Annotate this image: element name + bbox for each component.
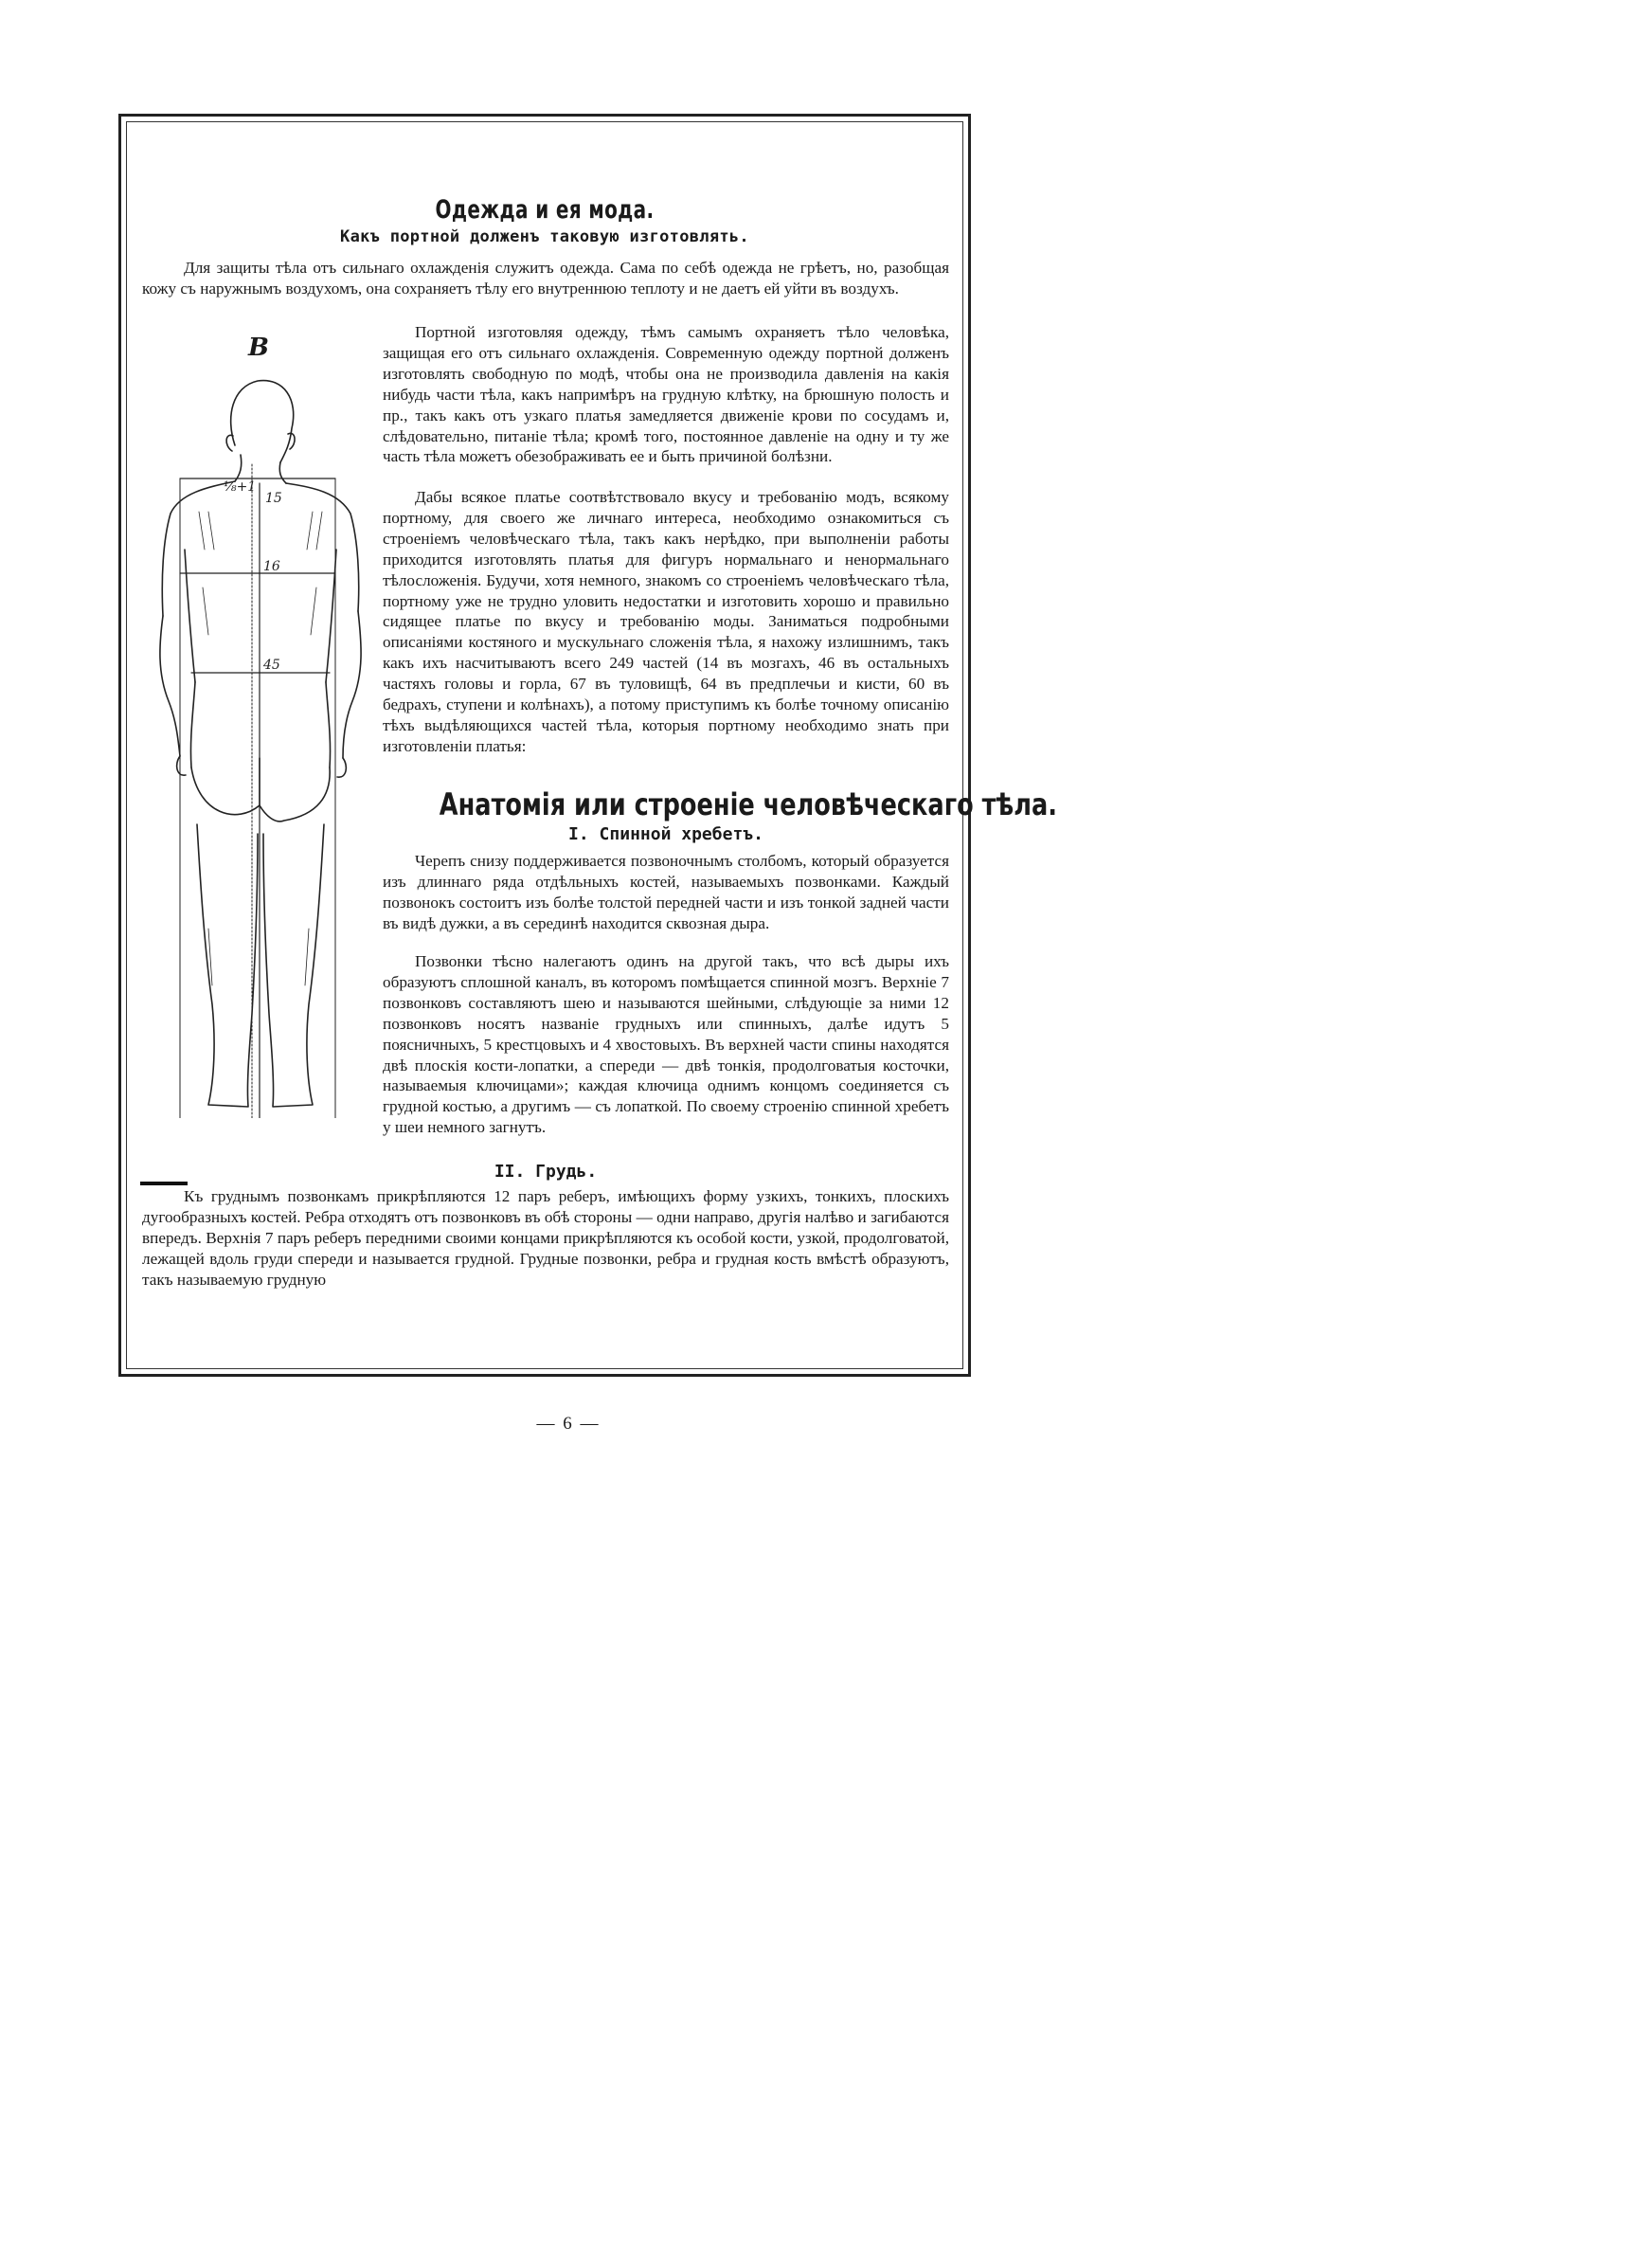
- figure-letter: B: [248, 334, 269, 362]
- section1-paragraph-1: Черепъ снизу поддерживается позвоночнымъ столбомъ, который образуется изъ длиннаго ряда отдѣльныхъ костей, называемыхъ позвонками. Каждый позвонокъ состоитъ изъ болѣе толстой передней части и изъ тонкой задней части въ видѣ дужки, а въ серединѣ находится сквозная дыра.: [383, 852, 949, 932]
- page-title: Одежда и ея мода.: [435, 195, 655, 225]
- section1-paragraph-2: Позвонки тѣсно налегаютъ одинъ на другой такъ, что всѣ дыры ихъ образуютъ сплошной каналъ, въ которомъ помѣщается спинной мозгъ. Верхніе 7 позвонковъ составляютъ шею и называются шейными, слѣдующіе за ними 12 позвонковъ носятъ названіе грудныхъ или спинныхъ, далѣе идутъ 5 поясничныхъ, 5 крестцовыхъ и 4 хвостовыхъ. Въ верхней части спины находятся двѣ плоскія кости-лопатки, а спереди — двѣ тонкія, продолговатыя косточки, называемыя ключицами»; каждая ключица однимъ концомъ соединяется съ грудной костью, а другимъ — съ лопаткой. По своему строенію спинной хребетъ у шеи немного загнутъ.: [383, 952, 949, 1137]
- section-heading-anatomy: Анатомія или строеніе человѣческаго тѣла.: [439, 786, 1057, 822]
- paragraph-side-1: Портной изготовляя одежду, тѣмъ самымъ охраняетъ тѣло человѣка, защищая его отъ сильнаго охлажденія. Современную одежду портной долженъ изготовлять свободную по модѣ, чтобы она не производила давленія на какія нибудь части тѣла, какъ напримѣръ на грудную клѣтку, на брюшную полость и пр., такъ какъ отъ узкаго платья замедляется движеніе крови по сосудамъ и, слѣдовательно, питаніе тѣла; кромѣ того, постоянное давленіе на одну и ту же часть тѣла можетъ обезображивать ее и быть причиной болѣзни.: [383, 323, 949, 466]
- section2-paragraph: Къ груднымъ позвонкамъ прикрѣпляются 12 паръ реберъ, имѣющихъ форму узкихъ, тонкихъ, плоскихъ дугообразныхъ костей. Ребра отходятъ отъ позвонковъ въ обѣ стороны — одни направо, другія налѣво и загибаются впередъ. Верхнія 7 паръ реберъ передними своими концами прикрѣпляются къ особой кости, узкой, продолговатой, лежащей вдоль груди спереди и называется грудной. Грудные позвонки, ребра и грудная кость вмѣстѣ образуютъ, такъ называемую грудную: [142, 1187, 949, 1289]
- figure-label-2: 15: [265, 491, 282, 506]
- figure-label-1: ⅛+1: [224, 479, 257, 495]
- paragraph-side-2: Дабы всякое платье соотвѣтствовало вкусу и требованію модъ, всякому портному, для своего же личнаго интереса, необходимо ознакомиться съ строеніемъ человѣческаго тѣла, такъ какъ нерѣдко, при выполненіи работы приходится изготовлять платья для фигуръ нормальнаго и ненормальнаго тѣлосложенія. Будучи, хотя немного, знакомъ со строеніемъ человѣческаго тѣла, портному уже не трудно уловить недостатки и изготовить хорошо и правильно сидящее платье по вкусу и требованію моды. Заниматься подробными описаніями костяного и мускульнаго сложенія тѣла, я нахожу излишнимъ, такъ какъ ихъ насчитываютъ всего 249 частей (14 въ мозгахъ, 46 въ остальныхъ частяхъ головы и горла, 67 въ туловищѣ, 64 въ предплечьи и кисти, 60 въ бедрахъ, ступени и колѣнахъ), а потому приступимъ къ болѣе точному описанію тѣхъ выдѣляющихся частей тѣла, которыя портному необходимо знать при изготовленіи платья:: [383, 488, 949, 755]
- page-subtitle: Какъ портной долженъ таковую изготовлять.: [340, 227, 749, 246]
- intro-paragraph: Для защиты тѣла отъ сильнаго охлажденія служитъ одежда. Сама по себѣ одежда не грѣетъ, но, разобщая кожу съ наружнымъ воздухомъ, она сохраняетъ тѣлу его внутреннюю теплоту и не даетъ ей уйти въ воздухъ.: [142, 259, 949, 298]
- page-number: — 6 —: [536, 1414, 601, 1434]
- section1-heading: I. Спинной хребетъ.: [568, 824, 763, 844]
- figure-label-4: 45: [263, 658, 280, 673]
- figure-back-view-illustration: [142, 360, 379, 1118]
- section2-heading: II. Грудь.: [494, 1162, 598, 1182]
- margin-dash-mark: [140, 1182, 188, 1185]
- figure-label-3: 16: [263, 559, 280, 574]
